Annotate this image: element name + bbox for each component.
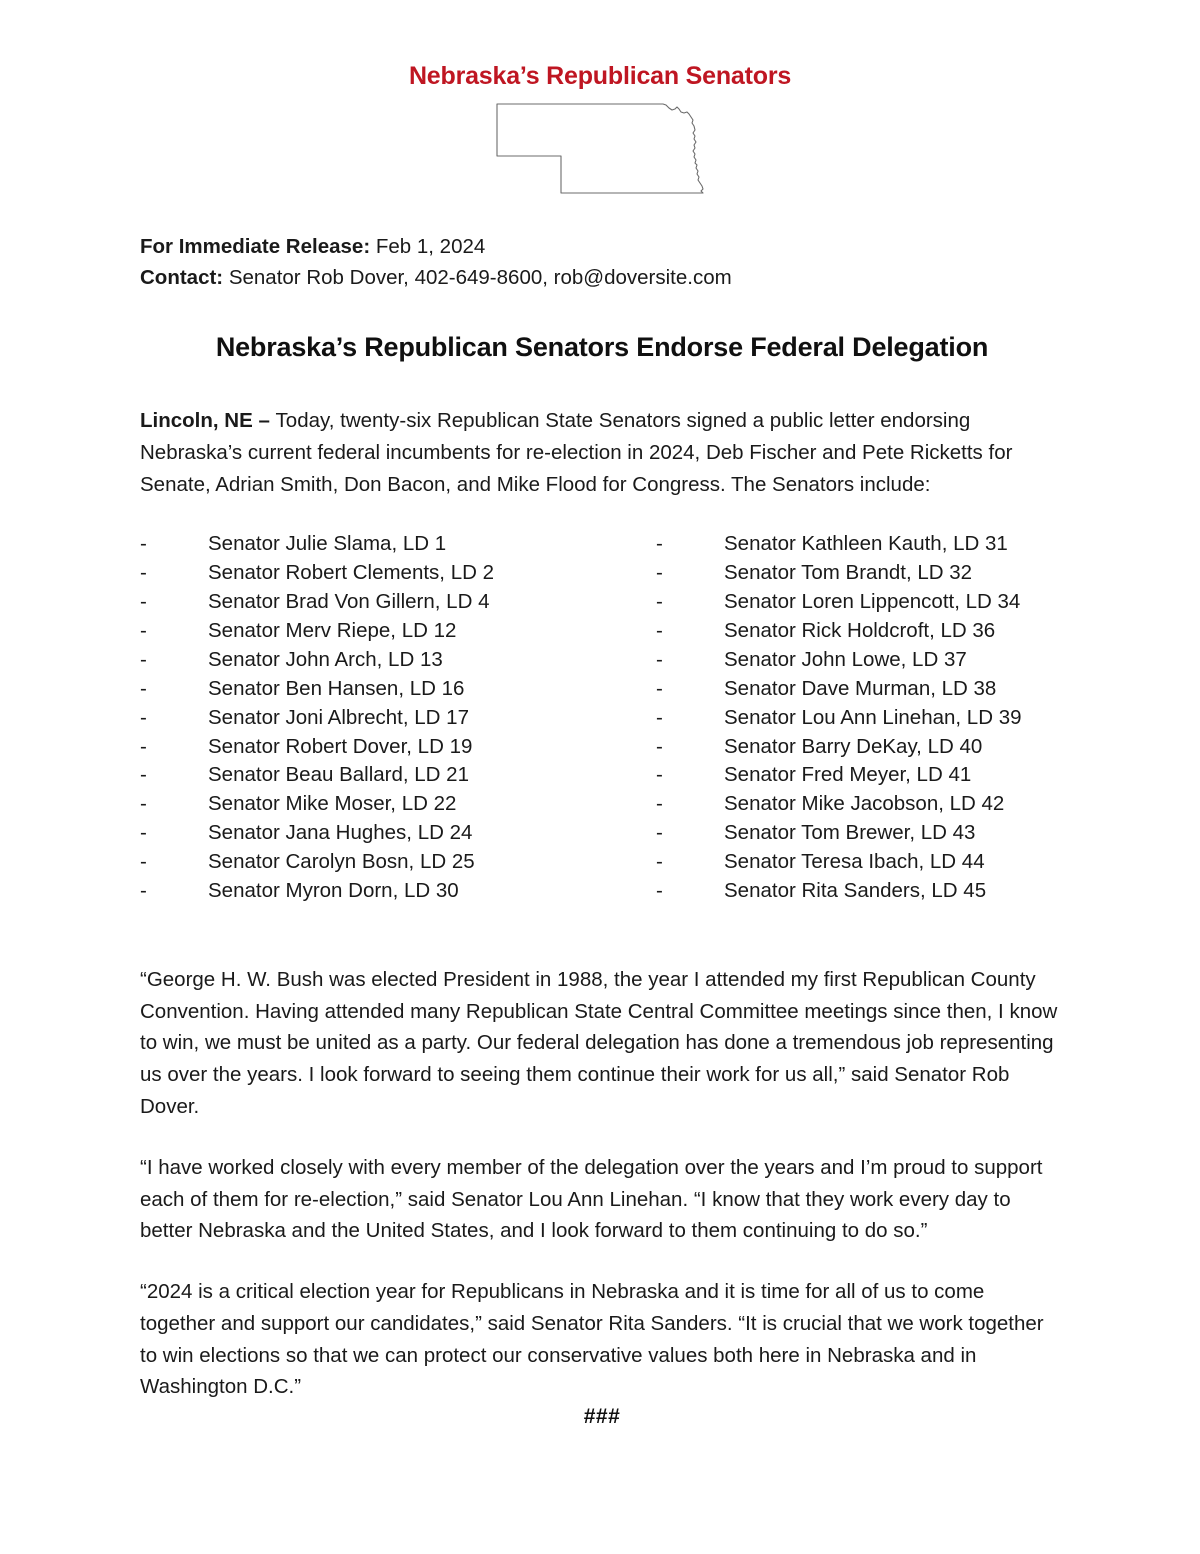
senator-name: Senator Carolyn Bosn, LD 25	[208, 850, 475, 874]
lede-text: Today, twenty-six Republican State Senators signed a public letter endorsing Nebraska’s current federal incumbents for re-election in 2024, Deb Fischer and Pete Ricketts for Senate, Adrian Smith, Don Bacon, and Mike Flood for Congress. The Senators include:	[140, 409, 1013, 496]
senator-name: Senator Lou Ann Linehan, LD 39	[724, 705, 1022, 729]
lede-paragraph	[140, 405, 1064, 500]
list-item	[140, 675, 602, 704]
senator-name: Senator Tom Brandt, LD 32	[724, 561, 973, 585]
release-label: For Immediate Release:	[140, 235, 371, 258]
bullet-dash: -	[656, 734, 663, 758]
bullet-dash: -	[656, 705, 663, 729]
dateline: Lincoln, NE –	[140, 409, 276, 433]
senator-name: Senator Beau Ballard, LD 21	[208, 763, 469, 787]
release-meta	[140, 231, 1064, 293]
contact-line	[140, 262, 1064, 293]
list-item	[140, 790, 602, 819]
senator-name: Senator Joni Albrecht, LD 17	[208, 705, 469, 729]
list-item	[140, 530, 602, 559]
list-item	[140, 646, 602, 675]
bullet-dash: -	[656, 676, 663, 700]
list-item	[656, 704, 1064, 733]
bullet-dash: -	[140, 734, 147, 758]
senator-name: Senator Fred Meyer, LD 41	[724, 763, 972, 787]
senator-name: Senator Robert Dover, LD 19	[208, 734, 473, 758]
document-body	[0, 231, 1200, 1429]
senator-name: Senator Jana Hughes, LD 24	[208, 821, 473, 845]
senator-name: Senator Mike Jacobson, LD 42	[724, 792, 1005, 816]
senator-name: Senator John Lowe, LD 37	[724, 647, 967, 671]
bullet-dash: -	[656, 590, 663, 614]
quote-paragraph-linehan: “I have worked closely with every member of the delegation over the years and I’m proud to support each of them for re-election,” said Senator Lou Ann Linehan. “I know that they work every day to better Nebraska and the United States, and I look forward to them continuing to do so.”	[140, 1155, 1043, 1243]
letterhead-title: Nebraska’s Republican Senators	[408, 62, 792, 90]
bullet-dash: -	[656, 821, 663, 845]
bullet-dash: -	[140, 647, 147, 671]
senator-name: Senator Rita Sanders, LD 45	[724, 879, 987, 903]
list-item	[656, 790, 1064, 819]
list-item	[656, 675, 1064, 704]
release-date: Feb 1, 2024	[370, 235, 486, 258]
bullet-dash: -	[656, 619, 663, 643]
list-item	[140, 761, 602, 790]
bullet-dash: -	[140, 821, 147, 845]
list-item	[140, 704, 602, 733]
senator-name: Senator Tom Brewer, LD 43	[724, 821, 976, 845]
page-title: Nebraska’s Republican Senators Endorse Federal Delegation	[215, 332, 989, 363]
end-mark: ###	[583, 1405, 621, 1429]
bullet-dash: -	[656, 879, 663, 903]
senator-name: Senator Kathleen Kauth, LD 31	[724, 532, 1008, 556]
bullet-dash: -	[656, 647, 663, 671]
bullet-dash: -	[656, 532, 663, 556]
senator-name: Senator Robert Clements, LD 2	[208, 561, 494, 585]
list-item	[140, 588, 602, 617]
list-item	[656, 559, 1064, 588]
list-item	[140, 559, 602, 588]
list-item	[656, 819, 1064, 848]
senator-column-right	[602, 530, 1064, 906]
list-item	[656, 733, 1064, 762]
bullet-dash: -	[656, 850, 663, 874]
bullet-dash: -	[140, 676, 147, 700]
quote-paragraph-dover: “George H. W. Bush was elected President in 1988, the year I attended my first Republican County Convention. Having attended many Republican State Central Committee meetings since then, I know to win, we must be united as a party. Our federal delegation has done a tremendous job representing us over the years. I look forward to seeing them continue their work for us all,” said Senator Rob Dover.	[140, 967, 1058, 1118]
senator-column-left	[140, 530, 602, 906]
contact-details: Senator Rob Dover, 402-649-8600, rob@doversite.com	[223, 266, 732, 290]
bullet-dash: -	[140, 561, 147, 585]
quote-section	[140, 964, 1064, 1403]
bullet-dash: -	[140, 590, 147, 614]
senator-name: Senator Teresa Ibach, LD 44	[724, 850, 985, 874]
senator-list	[140, 530, 1064, 906]
senator-name: Senator Dave Murman, LD 38	[724, 676, 997, 700]
letterhead	[0, 0, 1200, 201]
list-item	[656, 877, 1064, 906]
list-item	[656, 530, 1064, 559]
list-item	[656, 588, 1064, 617]
senator-name: Senator Barry DeKay, LD 40	[724, 734, 983, 758]
list-item	[140, 848, 602, 877]
list-item	[656, 761, 1064, 790]
senator-name: Senator Julie Slama, LD 1	[208, 532, 447, 556]
bullet-dash: -	[656, 561, 663, 585]
nebraska-map	[0, 101, 1200, 201]
quote-paragraph-sanders: “2024 is a critical election year for Republicans in Nebraska and it is time for all of us to come together and support our candidates,” said Senator Rita Sanders. “It is crucial that we work together to win elections so that we can protect our conservative values both here in Nebraska and in Washington D.C.”	[140, 1280, 1044, 1399]
nebraska-state-outline-icon	[495, 101, 705, 201]
senator-name: Senator Rick Holdcroft, LD 36	[724, 619, 996, 643]
bullet-dash: -	[656, 792, 663, 816]
contact-label: Contact:	[140, 266, 224, 290]
list-item	[140, 819, 602, 848]
bullet-dash: -	[140, 532, 147, 556]
bullet-dash: -	[140, 619, 147, 643]
senator-name: Senator Loren Lippencott, LD 34	[724, 590, 1021, 614]
senator-name: Senator Brad Von Gillern, LD 4	[208, 590, 490, 614]
list-item	[656, 646, 1064, 675]
senator-name: Senator Ben Hansen, LD 16	[208, 676, 465, 700]
release-date-line	[140, 231, 1064, 262]
list-item	[140, 733, 602, 762]
list-item	[140, 617, 602, 646]
bullet-dash: -	[140, 763, 147, 787]
list-item	[656, 848, 1064, 877]
bullet-dash: -	[140, 879, 147, 903]
bullet-dash: -	[140, 850, 147, 874]
senator-name: Senator Mike Moser, LD 22	[208, 792, 457, 816]
bullet-dash: -	[140, 705, 147, 729]
senator-name: Senator Merv Riepe, LD 12	[208, 619, 457, 643]
bullet-dash: -	[140, 792, 147, 816]
list-item	[656, 617, 1064, 646]
list-item	[140, 877, 602, 906]
bullet-dash: -	[656, 763, 663, 787]
senator-name: Senator John Arch, LD 13	[208, 647, 443, 671]
senator-name: Senator Myron Dorn, LD 30	[208, 879, 459, 903]
